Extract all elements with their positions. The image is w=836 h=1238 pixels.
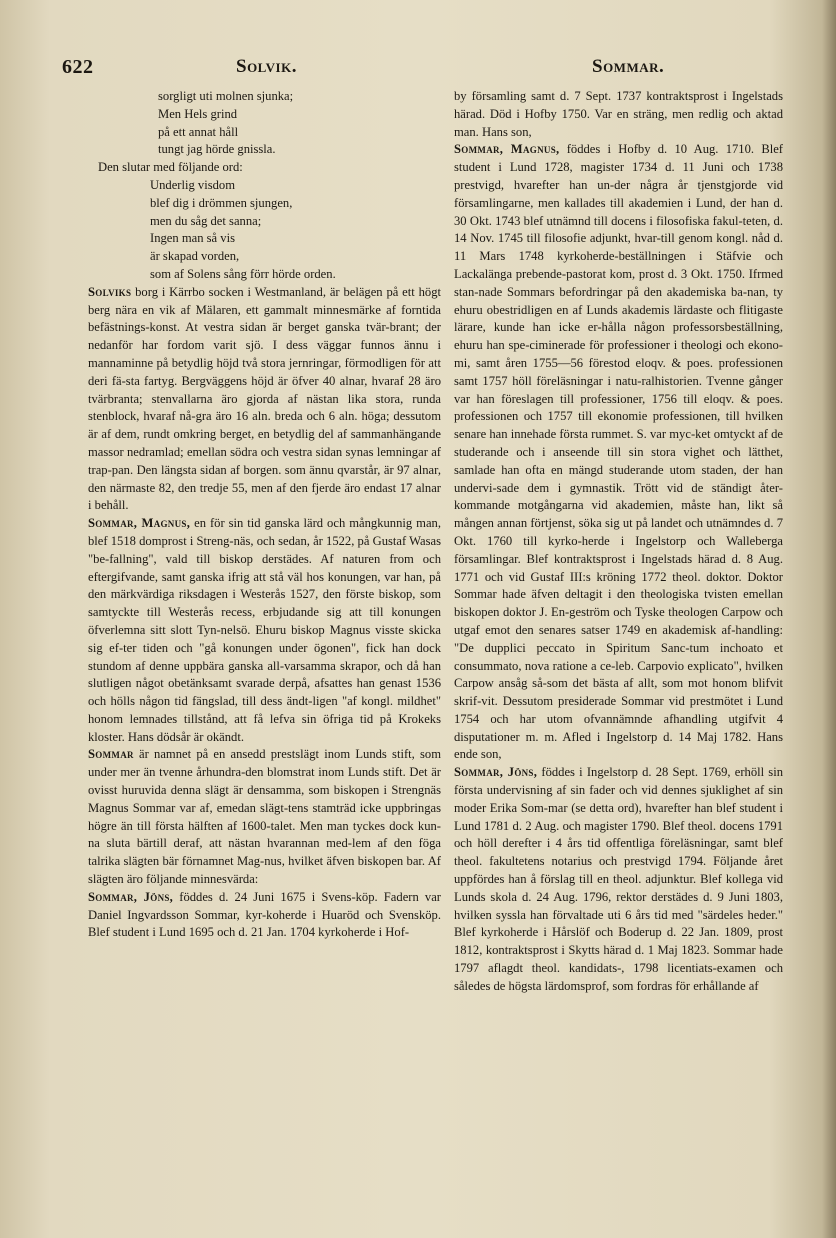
entry-text: är namnet på en ansedd prestslägt inom Lunds stift, som under mer än tvenne århundra-den blomstrat inom Lunds stift. Det är ovisst huruvida denna slägt är densamma, som biskopen i Strengnäs Magnus Sommar var af, emedan slägt-tens stamträd icke uppbringas högre än till första hälften af 1600-talet. Men man tyckes dock kun-na sluta bärtill deraf, att nästan hvarannan med-lem af den föga talrika slägten bär förnamnet Mag-nus, hvilket äfven biskopen bar. Af slägten äro följande minnesvärda: — [88, 747, 441, 887]
page-header — [0, 56, 836, 80]
dictionary-entry — [88, 889, 441, 942]
page-number: 622 — [62, 56, 94, 78]
entry-headword: Sommar, Magnus, — [88, 516, 191, 531]
entry-headword: Sommar, Jöns, — [454, 765, 538, 780]
dictionary-entry — [454, 88, 783, 141]
lead-line: Den slutar med följande ord: — [98, 160, 243, 175]
verse-line: tungt jag hörde gnissla. — [158, 142, 276, 157]
entry-text: föddes i Hofby d. 10 Aug. 1710. Blef student i Lund 1728, magister 1734 d. 11 Juni och 1738 prestvigd, hvarefter han un-der några år tjenstgjorde vid församlingarne, men kallades till akademien i Lund, der han d. 30 Okt. 1743 blef utnämnd till docens i filosofiska fakul-teten, d. 14 Nov. 1745 till filosofie adjunkt, hvar-till genom kongl. nåd d. 11 Mars 1748 kyrkoherde-beställningen i Stäfvie och Lackalänga prebende-pastorat kom, prost d. 3 Okt. 1750. Ifrmed stan-nade Sommars befordringar på den akademiska ba-nan, ty ehuru obestridligen en af Lunds akademis lärdaste och flitigaste lärare, kunde han icke er-hålla någon professorsbeställning, ehuru han spe-ciminerade för professioner i theologi och ekono-mi, samt åren 1755—56 förestod eloqv. & poes. professionen samt 1757 höll föreläsningar i natu-ralhistorien. Tvenne gånger var han föreslagen till professioner, 1756 till eloqv. & poes. professionen och 1757 till ekonomie professionen, till hvilken senare han innehade första rummet. S. var myc-ket omtyckt af de studerande och i anseende till sin stora vighet och lätthet, samlade han ofta en mängd studerande utom staden, der han undervi-sade dem i gymnastik. Trött vid de ständigt åter-kommande motgångarna vid akademien, måste han, likt så mången annan förtjenst, söka sig ut på landet och utnämndes d. 7 Okt. 1760 till kyrko-herde i Ingelstorp och Walleberga församlingar. Blef kontraktsprost i Ingelstads härad d. 8 Aug. 1771 och vid Gustaf III:s kröning 1772 theol. doktor. Doktor Sommar hade äfven deltagit i den theologiska tvisten emellan biskopen doktor J. En-geström och Tyske theologen Carpow och utgaf emot den senares satser 1749 en akademisk af-handling: "De dupplici peccato in Spiritum Sanc-tum inchoato et consummato, nova ratione a ce-leb. Carpovio explicato", hvilken Carpow ansåg så-som det bästa af allt, som mot honom blifvit skrif-vit. Dessutom presiderade Sommar vid prestmötet i Lund 1754 och har utom ofvannämnde afhandling utgifvit 4 disputationer m. m. Afled i Ingelstorp d. 14 Maj 1782. Hans ende son, — [454, 142, 783, 762]
left-running-head: Solvik. — [236, 56, 297, 77]
verse-line: som af Solens sång förr hörde orden. — [150, 266, 336, 281]
verse-line: blef dig i drömmen sjungen, — [150, 195, 293, 210]
verse-line: Underlig visdom — [150, 177, 236, 192]
entry-headword: Sommar — [88, 747, 134, 762]
verse-line: Men Hels grind — [158, 106, 238, 121]
verse-line: Ingen man så vis — [150, 231, 235, 246]
entry-text: föddes d. 24 Juni 1675 i Svens-köp. Fadern var Daniel Ingvardsson Sommar, kyr-koherde i Huaröd och Svensköp. Blef student i Lund 1695 och d. 21 Jan. 1704 kyrkoherde i Hof- — [88, 889, 441, 940]
entry-headword: Sommar, Jöns, — [88, 889, 174, 904]
verse-line: är skapad vorden, — [150, 249, 240, 264]
entry-headword: Sommar, Magnus, — [454, 142, 560, 157]
entry-text: borg i Kärrbo socken i Westmanland, är belägen på ett högt berg nära en vik af Mälaren, ett gammalt minnesmärke af forntida befästnings-konst. At vestra sidan är berget ganska tvär-brant; der nedanför har fordom varit sjö. I dess väggar funnos ännu i mannaminne på betydlig höjd två stora jernringar, förmodligen för att deri fä-sta fartyg. Bergväggens höjd är öfver 40 alnar, hvaraf 28 äro tvärbranta; stenvallarna äro gjorda af nästan lika stora, runda stenblock, hvaraf nå-gra äro 16 aln. breda och 6 aln. höga; dessutom är af dem, rundt omkring berget, en betydlig del af sammanhängande massor nedramlad; emellan södra och vestra sidan synas lemningar af trap-pan. Den längsta sidan af borgen. som ännu qvarstår, är 97 alnar, den närmaste 82, den tredje 55, men af den fjerde äro endast 17 alnar i behåll. — [88, 284, 441, 513]
dictionary-entry — [454, 141, 783, 764]
entry-headword: Solviks — [88, 284, 132, 299]
verse-line: på ett annat håll — [158, 124, 239, 139]
page-edge-shadow — [822, 0, 836, 1238]
right-column — [454, 88, 783, 996]
entry-text: en för sin tid ganska lärd och mångkunnig man, blef 1518 domprost i Streng-näs, och sedan, år 1522, på Gustaf Wasas "be-fallning", vald till biskop derstädes. Af naturen from och eftergifvande, samt ganska ifrig att stå väl hos konungen, var han, på den märkvärdiga riksdagen i Westerås 1527, den förste biskop, som samtyckte till Westerås recess, erbjudande sig att till konungen öfverlemna sitt slott Tyn-nelsö. Ehuru biskop Magnus visste skicka sig ef-ter tiden och "gå konungen under ögonen", fick han dock stundom af denne uppbära ganska all-varsamma skrapor, och då han slutligen något obetänksamt svarade derpå, afsattes han genast 1536 och hölls någon tid fängslad, till dess ändt-ligen "af kongl. mildhet" honom lemnades tillstånd, att få lefva sin öfriga tid på Krokeks kloster. Hans dödsår är okändt. — [88, 516, 441, 744]
entry-text: by församling samt d. 7 Sept. 1737 kontraktsprost i Ingelstads härad. Död i Hofby 1750. Var en sträng, men redlig och aktad man. Hans son, — [454, 89, 783, 139]
dictionary-entry — [88, 284, 441, 515]
verse-line: men du såg det sanna; — [150, 213, 262, 228]
verse-line: sorgligt uti molnen sjunka; — [158, 89, 294, 103]
dictionary-entry — [88, 515, 441, 746]
verse-stanza — [88, 177, 441, 284]
dictionary-entry — [88, 746, 441, 888]
right-running-head: Sommar. — [592, 56, 665, 77]
left-column — [88, 88, 441, 942]
dictionary-entry — [454, 764, 783, 995]
entry-text: föddes i Ingelstorp d. 28 Sept. 1769, erhöll sin första undervisning af sin fader och vid dennes sjuklighet af sin moder Erika Som-mar (se detta ord), hvarefter han blef student i Lund 1781 d. 2 Aug. och magister 1790. Blef theol. docens 1791 och höll derefter i 4 års tid offentliga föreläsningar, samt blef theol. fakultetens notarius och prestvigd 1794. Följande året uppfördes han å förslag till en theol. adjunktur. Blef kollega vid Lunds skola d. 24 Aug. 1796, rektor derstädes d. 9 Juni 1803, hvilken syssla han förvaltade uti 6 års tid med "särdeles heder." Blef kyrkoherde i Hårslöf och Boderup d. 22 Jan. 1809, prost 1812, kontraktsprost i Skytts härad d. 1 Maj 1823. Sommar hade 1797 aflagdt theol. kandidats-, 1798 licentiats-examen och således de högsta lärdomsprof, som fordras för erhållande af — [454, 765, 783, 993]
verse-stanza — [88, 88, 441, 159]
